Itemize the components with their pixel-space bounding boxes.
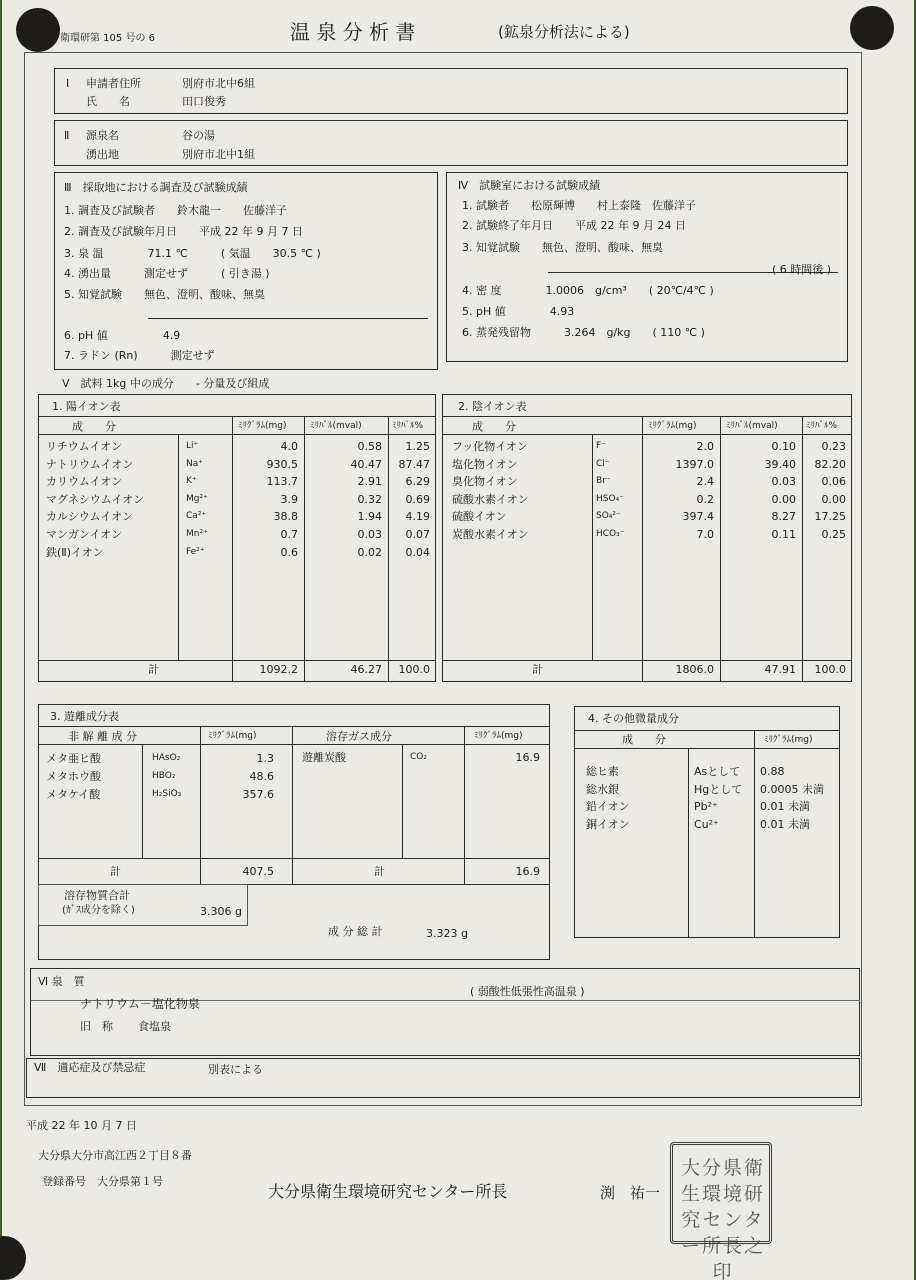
gas-mg: 16.9 bbox=[515, 751, 540, 764]
total-label: 計 bbox=[532, 663, 543, 676]
divider bbox=[574, 748, 840, 749]
divider bbox=[38, 660, 436, 661]
column-header: ﾐﾘｸﾞﾗﾑ(mg) bbox=[208, 731, 257, 741]
total-label: 計 bbox=[110, 865, 121, 878]
cation-mg: 0.6 bbox=[280, 545, 298, 559]
column-header: ﾐﾘｸﾞﾗﾑ(mg) bbox=[648, 421, 697, 431]
divider bbox=[148, 318, 428, 319]
official-seal bbox=[670, 1142, 772, 1280]
cation-formula: Na⁺ bbox=[186, 458, 203, 469]
divider bbox=[304, 416, 305, 682]
column-header: 溶存ガス成分 bbox=[326, 730, 392, 743]
indications-value: 別表による bbox=[208, 1063, 263, 1076]
anion-pct: 0.00 bbox=[821, 492, 846, 506]
column-header: 非 解 離 成 分 bbox=[68, 730, 137, 743]
section-numeral: Ⅰ bbox=[66, 77, 70, 90]
free-component-title: 3. 遊離成分表 bbox=[50, 710, 119, 723]
source-label: 源泉名 bbox=[86, 129, 119, 142]
cation-name: 鉄(Ⅱ)イオン bbox=[46, 545, 104, 559]
cation-mg: 3.9 bbox=[280, 492, 298, 506]
field-test-item: 7. ラドン (Rn) 測定せず bbox=[64, 349, 215, 362]
source-value: 谷の湯 bbox=[182, 129, 215, 142]
cation-pct: 0.69 bbox=[405, 492, 430, 506]
divider bbox=[388, 416, 389, 682]
divider bbox=[442, 660, 852, 661]
trace-name: 銅イオン bbox=[586, 817, 630, 831]
trace-formula: Cu²⁺ bbox=[694, 817, 719, 831]
total-pct: 100.0 bbox=[398, 663, 430, 676]
gas-name: 遊離炭酸 bbox=[302, 751, 346, 764]
anion-mg: 7.0 bbox=[696, 528, 714, 541]
cation-formula: Mn²⁺ bbox=[186, 529, 208, 539]
lab-test-item: 3. 知覚試験 無色、澄明、酸味、無臭 bbox=[462, 241, 663, 254]
free-component-name: メタ亜ヒ酸 bbox=[46, 752, 101, 765]
anion-pct: 82.20 bbox=[814, 457, 846, 471]
total-mg: 407.5 bbox=[242, 865, 274, 878]
cation-pct: 4.19 bbox=[405, 510, 430, 524]
free-component-formula: H₂SiO₃ bbox=[152, 789, 182, 799]
section-numeral: Ⅱ bbox=[64, 129, 70, 142]
field-test-item: 5. 知覚試験 無色、澄明、酸味、無臭 bbox=[64, 288, 265, 301]
divider bbox=[720, 416, 721, 682]
cation-mval: 2.91 bbox=[357, 475, 382, 489]
indications-box bbox=[26, 1058, 860, 1098]
cation-name: ナトリウムイオン bbox=[46, 457, 134, 471]
anion-mg: 0.2 bbox=[696, 492, 714, 506]
cation-formula: Li⁺ bbox=[186, 441, 199, 451]
column-header: 成 分 bbox=[72, 420, 116, 433]
trace-name: 総水銀 bbox=[586, 782, 619, 796]
old-name-value: 食塩泉 bbox=[138, 1020, 171, 1033]
cation-mval: 0.02 bbox=[357, 545, 382, 559]
cation-mg: 0.7 bbox=[280, 528, 298, 541]
anion-pct: 17.25 bbox=[814, 510, 846, 524]
total-mg: 1092.2 bbox=[259, 663, 298, 676]
field-test-item: 3. 泉 温 71.1 ℃ ( 気温 30.5 ℃ ) bbox=[64, 247, 321, 260]
free-component-name: メタケイ酸 bbox=[46, 788, 101, 801]
cation-mval: 40.47 bbox=[350, 457, 382, 471]
trace-value: 0.88 bbox=[760, 765, 785, 778]
free-component-mg: 48.6 bbox=[249, 770, 274, 783]
pin-icon bbox=[16, 8, 60, 52]
anion-pct: 0.06 bbox=[821, 475, 846, 489]
issuer-name: 大分県衛生環境研究センター所長 bbox=[268, 1182, 508, 1201]
divider bbox=[38, 434, 436, 435]
cation-mg: 930.5 bbox=[266, 457, 298, 471]
source-box bbox=[54, 120, 848, 166]
anion-pct: 0.23 bbox=[821, 440, 846, 453]
lab-test-item: 1. 試験者 松原輝博 村上泰隆 佐藤洋子 bbox=[462, 199, 696, 212]
spring-quality-box bbox=[30, 968, 860, 1056]
old-name-label: 旧 称 bbox=[80, 1020, 113, 1033]
cation-pct: 87.47 bbox=[398, 457, 430, 471]
cation-mval: 0.58 bbox=[357, 440, 382, 453]
column-header: ﾐﾘﾊﾞﾙ(mval) bbox=[310, 421, 362, 431]
divider bbox=[688, 748, 689, 938]
divider bbox=[38, 416, 436, 417]
total-mg: 1806.0 bbox=[675, 663, 714, 676]
cation-mval: 1.94 bbox=[357, 510, 382, 524]
lab-test-item: 5. pH 値 4.93 bbox=[462, 305, 575, 318]
divider bbox=[642, 416, 643, 682]
anion-formula: HSO₄⁻ bbox=[596, 493, 624, 504]
trace-formula: Asとして bbox=[694, 765, 741, 778]
anion-formula: SO₄²⁻ bbox=[596, 511, 621, 522]
free-component-mg: 1.3 bbox=[256, 752, 274, 765]
column-header: ﾐﾘｸﾞﾗﾑ(mg) bbox=[474, 731, 523, 741]
dissolved-note: (ｶﾞｽ成分を除く) bbox=[62, 905, 135, 916]
cation-formula: Fe²⁺ bbox=[186, 546, 205, 557]
divider bbox=[200, 726, 201, 884]
anion-name: 臭化物イオン bbox=[452, 475, 518, 489]
cation-name: カリウムイオン bbox=[46, 475, 123, 489]
divider bbox=[142, 744, 143, 858]
address-label: 申請者住所 bbox=[86, 77, 141, 90]
cation-table-title: 1. 陽イオン表 bbox=[52, 400, 121, 413]
anion-mval: 39.40 bbox=[764, 457, 796, 471]
trace-name: 総ヒ素 bbox=[586, 765, 619, 778]
anion-mval: 0.11 bbox=[771, 528, 796, 541]
issue-date: 平成 22 年 10 月 7 日 bbox=[26, 1119, 137, 1132]
applicant-box bbox=[54, 68, 848, 114]
total-label: 計 bbox=[374, 865, 385, 878]
analysis-document bbox=[2, 0, 914, 1280]
field-test-item: 1. 調査及び試験者 鈴木龍一 佐藤洋子 bbox=[64, 204, 287, 217]
field-test-item: 2. 調査及び試験年月日 平成 22 年 9 月 7 日 bbox=[64, 225, 303, 238]
lab-test-item: 4. 密 度 1.0006 g/cm³ ( 20℃/4℃ ) bbox=[462, 284, 714, 297]
outlet-value: 別府市北中1組 bbox=[182, 148, 255, 161]
spring-quality-heading: Ⅵ 泉 質 bbox=[38, 975, 85, 988]
registration-number: 登録番号 大分県第１号 bbox=[42, 1175, 163, 1188]
column-header: ﾐﾘﾊﾞﾙ% bbox=[392, 421, 424, 431]
grand-total-label: 成 分 総 計 bbox=[328, 925, 383, 938]
cation-mg: 113.7 bbox=[266, 475, 298, 489]
anion-name: 硫酸水素イオン bbox=[452, 492, 529, 506]
free-component-formula: HAsO₂ bbox=[152, 753, 181, 763]
cation-pct: 0.07 bbox=[405, 528, 430, 541]
divider bbox=[178, 434, 179, 660]
anion-mval: 8.27 bbox=[771, 510, 796, 524]
anion-pct: 0.25 bbox=[821, 528, 846, 541]
director-name: 渕 祐一 bbox=[600, 1184, 661, 1202]
trace-title: 4. その他微量成分 bbox=[588, 712, 679, 725]
free-component-formula: HBO₂ bbox=[152, 771, 176, 781]
anion-name: 硫酸イオン bbox=[452, 510, 507, 524]
lab-test-item: ( 6 時間後 ) bbox=[772, 263, 832, 276]
components-heading: Ⅴ 試料 1kg 中の成分 - 分量及び組成 bbox=[62, 377, 270, 390]
anion-formula: F⁻ bbox=[596, 441, 606, 451]
free-component-name: メタホウ酸 bbox=[46, 770, 101, 783]
cation-pct: 0.04 bbox=[405, 545, 430, 559]
divider bbox=[232, 416, 233, 682]
divider bbox=[464, 726, 465, 884]
cation-pct: 6.29 bbox=[405, 475, 430, 489]
anion-formula: Cl⁻ bbox=[596, 458, 610, 469]
dissolved-label: 溶存物質合計 bbox=[64, 889, 130, 902]
divider bbox=[442, 434, 852, 435]
dissolved-value: 3.306 g bbox=[200, 905, 242, 918]
indications-heading: Ⅶ 適応症及び禁忌症 bbox=[34, 1061, 146, 1074]
cation-mg: 38.8 bbox=[273, 510, 298, 524]
trace-formula: Pb²⁺ bbox=[694, 800, 718, 813]
total-mval: 47.91 bbox=[764, 663, 796, 676]
divider bbox=[574, 730, 840, 731]
spring-classification: ( 弱酸性低張性高温泉 ) bbox=[470, 985, 585, 998]
anion-mval: 0.03 bbox=[771, 475, 796, 489]
divider bbox=[38, 744, 550, 745]
anion-mg: 397.4 bbox=[682, 510, 714, 524]
cation-name: カルシウムイオン bbox=[46, 510, 134, 524]
pin-icon bbox=[0, 1236, 26, 1280]
address-value: 別府市北中6組 bbox=[182, 77, 255, 90]
trace-value: 0.01 未満 bbox=[760, 817, 810, 831]
cation-pct: 1.25 bbox=[405, 440, 430, 453]
seal-text: 大分県衛生環境研究センター所長之印 bbox=[681, 1157, 766, 1280]
field-test-item: 4. 湧出量 測定せず ( 引き湯 ) bbox=[64, 267, 270, 280]
divider bbox=[38, 726, 550, 727]
free-component-mg: 357.6 bbox=[242, 788, 274, 801]
page-title: 温 泉 分 析 書 bbox=[290, 20, 416, 44]
total-label: 計 bbox=[148, 663, 159, 676]
anion-formula: HCO₃⁻ bbox=[596, 529, 625, 539]
gas-total-mg: 16.9 bbox=[515, 865, 540, 878]
cation-name: リチウムイオン bbox=[46, 440, 123, 453]
doc-number: 衛環研第 105 号の 6 bbox=[60, 33, 155, 44]
total-pct: 100.0 bbox=[814, 663, 846, 676]
anion-mg: 2.0 bbox=[696, 440, 714, 453]
total-mval: 46.27 bbox=[350, 663, 382, 676]
cation-mg: 4.0 bbox=[280, 440, 298, 453]
column-header: 成 分 bbox=[472, 420, 516, 433]
divider bbox=[442, 416, 852, 417]
lab-test-item: 2. 試験終了年月日 平成 22 年 9 月 24 日 bbox=[462, 219, 686, 232]
divider bbox=[38, 858, 550, 859]
cation-formula: Mg²⁺ bbox=[186, 493, 208, 504]
trace-formula: Hgとして bbox=[694, 782, 743, 796]
lab-test-heading: Ⅳ 試験室における試験成績 bbox=[458, 179, 601, 192]
column-header: ﾐﾘﾊﾞﾙ% bbox=[806, 421, 838, 431]
name-value: 田口俊秀 bbox=[182, 95, 226, 108]
grand-total-value: 3.323 g bbox=[426, 927, 468, 940]
anion-name: フッ化物イオン bbox=[452, 440, 528, 453]
divider bbox=[292, 726, 293, 884]
divider bbox=[802, 416, 803, 682]
field-test-heading: Ⅲ 採取地における調査及び試験成績 bbox=[64, 181, 248, 194]
cation-formula: K⁺ bbox=[186, 476, 197, 487]
divider bbox=[402, 744, 403, 858]
cation-formula: Ca²⁺ bbox=[186, 511, 207, 522]
column-header: 成 分 bbox=[622, 733, 666, 746]
spring-type: ナトリウム－塩化物泉 bbox=[80, 997, 200, 1011]
anion-name: 塩化物イオン bbox=[452, 457, 518, 471]
trace-value: 0.0005 未満 bbox=[760, 782, 824, 796]
anion-name: 炭酸水素イオン bbox=[452, 528, 529, 541]
issuer-address: 大分県大分市高江西２丁目８番 bbox=[38, 1149, 192, 1162]
trace-name: 鉛イオン bbox=[586, 800, 630, 813]
outlet-label: 湧出地 bbox=[86, 148, 119, 161]
cation-mval: 0.03 bbox=[357, 528, 382, 541]
anion-mg: 1397.0 bbox=[675, 457, 714, 471]
divider bbox=[592, 434, 593, 660]
anion-table-title: 2. 陰イオン表 bbox=[458, 400, 527, 413]
anion-mval: 0.10 bbox=[771, 440, 796, 453]
column-header: ﾐﾘｸﾞﾗﾑ(mg) bbox=[764, 735, 813, 745]
anion-formula: Br⁻ bbox=[596, 476, 611, 487]
cation-mval: 0.32 bbox=[357, 492, 382, 506]
pin-icon bbox=[850, 6, 894, 50]
field-test-item: 6. pH 値 4.9 bbox=[64, 329, 181, 342]
page-subtitle: (鉱泉分析法による) bbox=[498, 23, 630, 41]
cation-name: マグネシウムイオン bbox=[46, 492, 145, 506]
gas-formula: CO₂ bbox=[410, 752, 427, 762]
trace-value: 0.01 未満 bbox=[760, 800, 810, 813]
anion-mg: 2.4 bbox=[696, 475, 714, 489]
name-label: 氏 名 bbox=[86, 95, 130, 108]
lab-test-item: 6. 蒸発残留物 3.264 g/kg ( 110 ℃ ) bbox=[462, 326, 705, 339]
column-header: ﾐﾘﾊﾞﾙ(mval) bbox=[726, 421, 778, 431]
cation-name: マンガンイオン bbox=[46, 528, 123, 541]
anion-mval: 0.00 bbox=[771, 492, 796, 506]
column-header: ﾐﾘｸﾞﾗﾑ(mg) bbox=[238, 421, 287, 431]
divider bbox=[754, 730, 755, 938]
